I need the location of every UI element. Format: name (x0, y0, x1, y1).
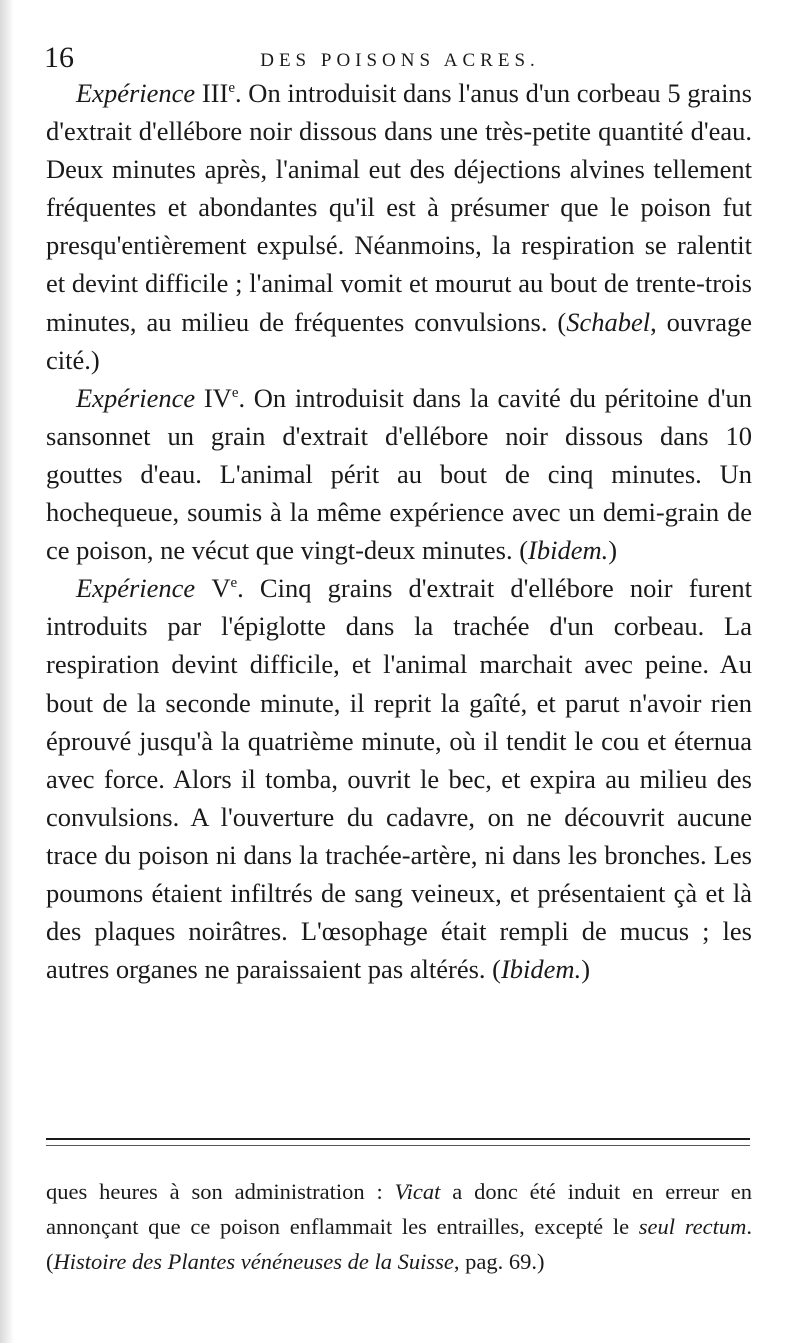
footnote-text: . ( (46, 1214, 753, 1274)
experiment-label: Expérience (76, 573, 196, 604)
footnote-rule (46, 1138, 750, 1140)
ordinal-suffix: e (231, 384, 239, 401)
experiment-ordinal: IV (203, 382, 232, 413)
footnote-author: Vicat (394, 1179, 441, 1204)
main-text (46, 74, 752, 988)
ordinal-suffix: e (228, 80, 236, 97)
experiment-label: Expérience (76, 78, 196, 108)
citation-source: Ibidem. (500, 954, 582, 985)
experiment-ordinal: V (211, 573, 231, 604)
citation-tail: ) (608, 535, 618, 566)
experiment-text: . On introduisit dans la cavité du péritoine d'un sansonnet un grain d'extrait d'ellébore noir dissous dans 10 gouttes d'eau. L'animal périt au bout de cinq minutes. Un hochequeue, soumis à la même expérience avec un demi-grain de ce poison, ne vécut que vingt-deux minutes. ( (46, 382, 752, 566)
citation-source: Ibidem. (528, 535, 609, 566)
experiment-text: . On introduisit dans l'anus d'un corbeau 5 grains d'extrait d'ellébore noir dissous dans une très-petite quantité d'eau. Deux minutes après, l'animal eut des déjections alvines tellement fréquentes et abondantes qu'il est à présumer que le poison fut presqu'entièrement expulsé. Néanmoins, la respiration se ralentit et devint difficile ; l'animal vomit et mourut au bout de trente-trois minutes, au milieu de fréquentes convulsions. ( (46, 78, 752, 337)
footnote-paragraph (46, 1174, 752, 1279)
experiment-text: . Cinq grains d'extrait d'ellébore noir furent introduits par l'épiglotte dans la trachée d'un corbeau. La respiration devint difficile, et l'animal marchait avec peine. Au bout de la seconde minute, il reprit la gaîté, et parut n'avoir rien éprouvé jusqu'à la quatrième minute, où il tendit le cou et éternua avec force. Alors il tomba, ouvrit le bec, et expira au milieu des convulsions. A l'ouverture du cadavre, on ne découvrit aucune trace du poison ni dans la trachée-artère, ni dans les bronches. Les poumons étaient infiltrés de sang veineux, et présentaient çà et là des plaques noirâtres. L'œsophage était rempli de mucus ; les autres organes ne paraissaient pas altérés. ( (46, 573, 752, 985)
citation-tail: ) (581, 954, 591, 985)
experiment-ordinal: III (201, 78, 229, 108)
experiment-label: Expérience (76, 382, 196, 413)
running-title: DES POISONS ACRES. (260, 50, 540, 71)
experiment-paragraph-5 (46, 569, 752, 988)
footnote-book-title: Histoire des Plantes vénéneuses de la Suisse (53, 1249, 454, 1274)
footnote-text: a donc été induit en erreur en annonçant que ce poison enflammait les entrailles, excepté le (46, 1179, 752, 1239)
experiment-paragraph-3 (46, 74, 752, 379)
citation-tail: , ouvrage cité.) (46, 306, 752, 375)
footnote-rule-thin (46, 1145, 750, 1146)
page-number: 16 (44, 41, 74, 74)
footnote-text: , pag. 69.) (453, 1249, 545, 1274)
footnote (46, 1174, 752, 1279)
experiment-paragraph-4 (46, 379, 752, 569)
ordinal-suffix: e (230, 575, 238, 592)
citation-source: Schabel (566, 306, 651, 337)
footnote-emphasis: seul rectum (638, 1214, 747, 1239)
footnote-text: ques heures à son administration : (46, 1179, 395, 1204)
